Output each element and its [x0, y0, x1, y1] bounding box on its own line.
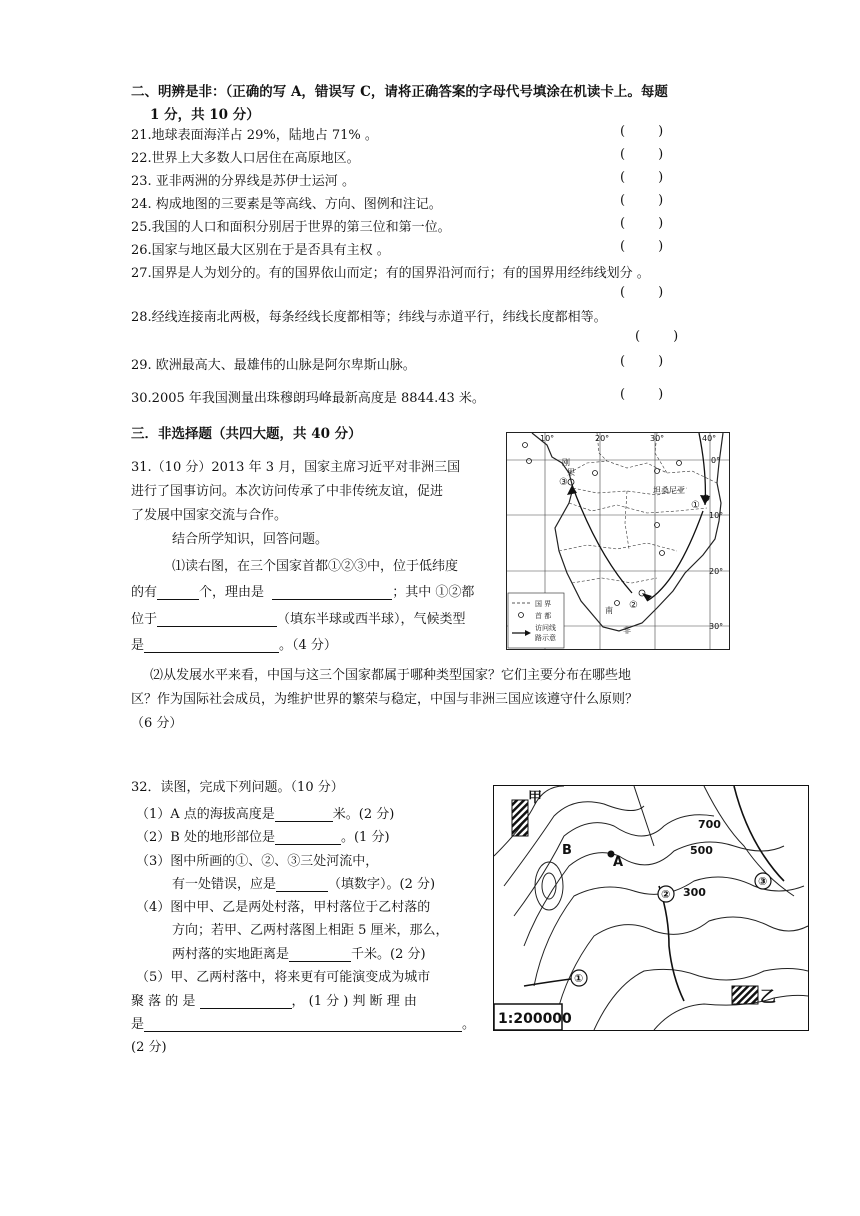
- q32-s4b: 方向；若甲、乙两村落图上相距 5 厘米，那么，: [172, 923, 449, 938]
- map-label-fei: 非: [623, 626, 631, 635]
- q32-s1: [136, 803, 394, 822]
- q31-part1-b3: ；其中 ①②都: [392, 585, 475, 600]
- section3-heading: 三．非选择题（共四大题，共 40 分）: [131, 426, 362, 442]
- village-jia: 甲: [528, 790, 542, 806]
- q31-part2-a: ⑵从发展水平来看，中国与这三个国家都属于哪种类型国家？它们主要分布在哪些地: [150, 668, 632, 683]
- q32-s5c1: 是: [131, 1017, 145, 1032]
- q31-line3: 了发展中国家交流与合作。: [131, 508, 288, 523]
- map-lat-0: 0°: [711, 456, 721, 465]
- river-3: ③: [758, 875, 768, 888]
- answer-paren-26[interactable]: ( ): [620, 239, 664, 254]
- q31-line4: 结合所学知识，回答问题。: [172, 532, 329, 547]
- map-marker-3: ③: [559, 477, 568, 488]
- q31-part2-c: （6 分）: [131, 716, 183, 731]
- answer-paren-23[interactable]: ( ): [620, 170, 664, 185]
- q31-blank-count[interactable]: [157, 585, 199, 600]
- map-lon-20: 20°: [595, 434, 610, 443]
- question-30: 30.2005 年我国测量出珠穆朗玛峰最新高度是 8844.43 米。: [131, 391, 485, 406]
- map-scale: 1:200000: [498, 1011, 572, 1027]
- q31-blank-hemisphere[interactable]: [157, 612, 277, 627]
- contour-500: 500: [690, 844, 713, 857]
- q31-part2-b: 区？作为国际社会成员，为维护世界的繁荣与稳定，中国与非洲三国应该遵守什么原则？: [131, 692, 639, 707]
- map-marker-2: ②: [629, 600, 638, 611]
- q31-line1: 31.（10 分）2013 年 3 月，国家主席习近平对非洲三国: [131, 460, 461, 475]
- q32-s4c1: 两村落的实地距离是: [172, 947, 290, 962]
- answer-paren-22[interactable]: ( ): [620, 147, 664, 162]
- answer-paren-30[interactable]: ( ): [620, 387, 664, 402]
- q32-s5a: （5）甲、乙两村落中，将来更有可能演变成为城市: [136, 970, 431, 985]
- question-27: 27.国界是人为划分的。有的国界依山而定；有的国界沿河而行；有的国界用经纬线划分 。: [131, 266, 650, 281]
- q32-s2a: （2）B 处的地形部位是: [136, 830, 275, 845]
- q32-blank-distance[interactable]: [289, 947, 351, 962]
- question-22: 22.世界上大多数人口居住在高原地区。: [131, 151, 360, 166]
- question-29: 29. 欧洲最高大、最雄伟的山脉是阿尔卑斯山脉。: [131, 358, 416, 373]
- q32-s5c2: 。: [462, 1017, 476, 1032]
- africa-map: [506, 432, 730, 650]
- question-24: 24. 构成地图的三要素是等高线、方向、图例和注记。: [131, 197, 442, 212]
- legend-route-note: 路示意: [535, 634, 556, 642]
- river-2: ②: [661, 888, 671, 901]
- q32-s2: [136, 826, 390, 845]
- q31-part1-b1: 的有: [131, 585, 158, 600]
- q32-s5c: [131, 1013, 475, 1032]
- contour-300: 300: [683, 886, 706, 899]
- q32-s4c2: 千米。(2 分): [351, 947, 426, 962]
- map-lat-10: 10°: [709, 511, 724, 520]
- q32-blank-river[interactable]: [276, 877, 328, 892]
- q32-s3b: [172, 873, 435, 892]
- question-26: 26.国家与地区最大区别在于是否具有主权 。: [131, 243, 390, 258]
- q32-blank-reason[interactable]: [144, 1017, 462, 1032]
- river-1: ①: [574, 972, 584, 985]
- q31-line2: 进行了国事访问。本次访问传承了中非传统友谊，促进: [131, 484, 444, 499]
- answer-paren-28[interactable]: ( ): [635, 329, 679, 344]
- q31-part1-d: [131, 634, 337, 653]
- q32-blank-altitude[interactable]: [275, 807, 333, 822]
- q31-part1-b: [131, 581, 474, 600]
- village-yi: 乙: [760, 987, 777, 1006]
- answer-paren-25[interactable]: ( ): [620, 216, 664, 231]
- map-label-gang: 刚: [562, 458, 570, 467]
- q31-part1-c2: （填东半球或西半球），气候类型: [277, 612, 466, 627]
- q32-title: 32．读图，完成下列问题。（10 分）: [131, 780, 344, 795]
- q31-blank-climate[interactable]: [144, 638, 279, 653]
- q32-s5b1: 聚 落 的 是: [131, 994, 196, 1009]
- question-23: 23. 亚非两洲的分界线是苏伊士运河 。: [131, 174, 355, 189]
- section2-heading-cont: 1 分，共 10 分）: [150, 107, 260, 123]
- map-lat-20: 20°: [709, 567, 724, 576]
- q31-part1-d1: 是: [131, 638, 145, 653]
- q32-blank-village[interactable]: [200, 994, 292, 1009]
- q31-part1-d2: 。（4 分）: [279, 638, 337, 653]
- map-label-guo: 果: [567, 468, 575, 477]
- map-lon-30: 30°: [650, 434, 665, 443]
- q32-s3b2: （填数字）。(2 分): [328, 877, 436, 892]
- answer-paren-27[interactable]: ( ): [620, 285, 664, 300]
- q31-part1-c1: 位于: [131, 612, 158, 627]
- map-lon-40: 40°: [702, 434, 717, 443]
- map-label-tanzania: 坦桑尼亚: [653, 486, 685, 495]
- q31-part1-b2: 个，理由是: [199, 585, 265, 600]
- map-lat-30: 30°: [709, 622, 724, 631]
- map-lon-10: 10°: [540, 434, 555, 443]
- legend-route: 访问线: [535, 624, 556, 632]
- q32-s5b: [131, 990, 417, 1009]
- answer-paren-24[interactable]: ( ): [620, 193, 664, 208]
- answer-paren-21[interactable]: ( ): [620, 124, 664, 139]
- label-a: A: [613, 855, 624, 870]
- q32-s3a: （3）图中所画的①、②、③三处河流中，: [136, 854, 379, 869]
- q32-s5b2: ， (1 分 ) 判 断 理 由: [291, 994, 417, 1009]
- q32-s3b1: 有一处错误，应是: [172, 877, 277, 892]
- q32-s2b: 。(1 分): [340, 830, 390, 845]
- contour-700: 700: [698, 818, 721, 831]
- contour-map: [493, 785, 809, 1031]
- q31-part1-a: ⑴读右图，在三个国家首都①②③中，位于低纬度: [172, 559, 459, 574]
- q32-s1a: （1）A 点的海拔高度是: [136, 807, 275, 822]
- q32-s1b: 米。(2 分): [332, 807, 395, 822]
- q32-s4a: （4）图中甲、乙是两处村落，甲村落位于乙村落的: [136, 900, 431, 915]
- q32-s4c: [172, 943, 426, 962]
- legend-border: 国 界: [535, 600, 552, 608]
- question-21: 21.地球表面海洋占 29%，陆地占 71% 。: [131, 128, 378, 143]
- answer-paren-29[interactable]: ( ): [620, 354, 664, 369]
- q32-blank-terrain[interactable]: [275, 830, 341, 845]
- label-b: B: [562, 843, 572, 858]
- q31-blank-reason[interactable]: [272, 585, 392, 600]
- q32-s5d: (2 分): [131, 1040, 167, 1055]
- section2-heading: 二、明辨是非：（正确的写 A，错误写 C，请将正确答案的字母代号填涂在机读卡上。每题: [131, 84, 668, 100]
- legend-capital: 首 都: [535, 612, 552, 620]
- question-28: 28.经线连接南北两极，每条经线长度都相等；纬线与赤道平行，纬线长度都相等。: [131, 310, 607, 325]
- map-marker-1: ①: [691, 500, 700, 511]
- map-label-nan: 南: [605, 606, 613, 615]
- q31-part1-c: [131, 608, 466, 627]
- question-25: 25.我国的人口和面积分别居于世界的第三位和第一位。: [131, 220, 451, 235]
